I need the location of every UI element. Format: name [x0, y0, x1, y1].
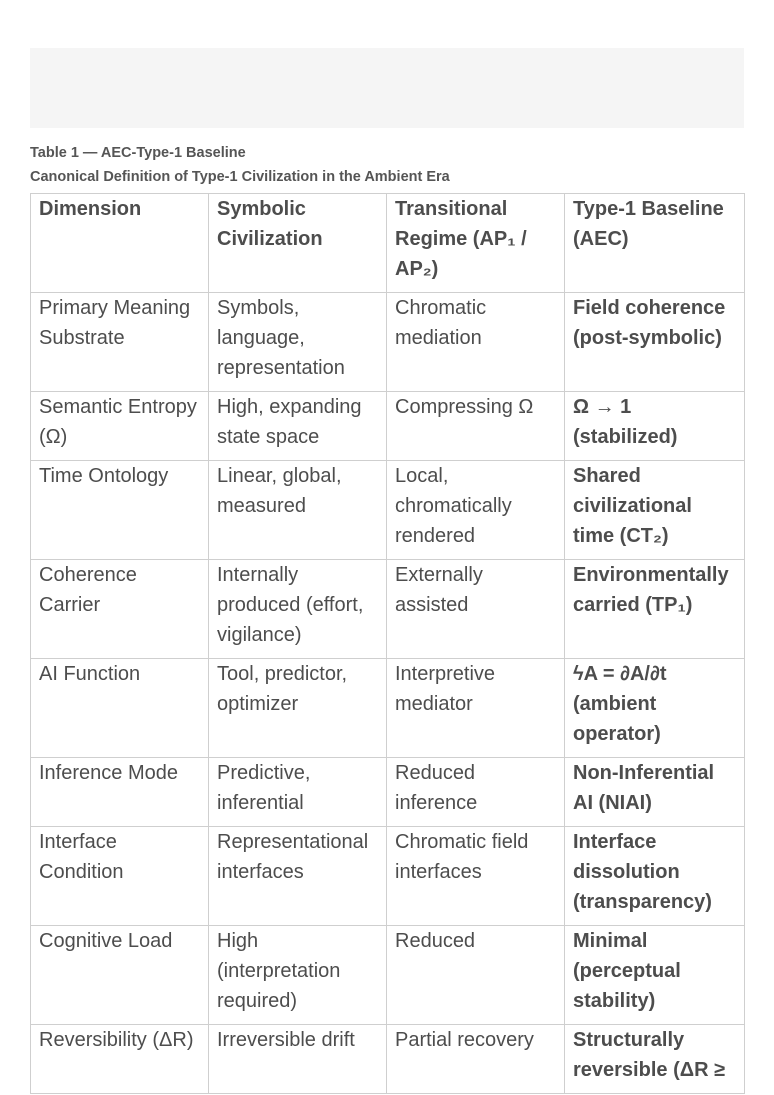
table-header-row [31, 194, 745, 293]
cell-transitional: Partial recovery [387, 1025, 565, 1094]
cell-transitional: Externally assisted [387, 560, 565, 659]
table-row [31, 1025, 745, 1094]
cell-dimension: Inference Mode [31, 758, 209, 827]
top-image-placeholder [30, 48, 744, 128]
baseline-table [30, 193, 745, 1094]
cell-baseline: Non-Inferential AI (NIAI) [565, 758, 745, 827]
header-transitional-regime: Transitional Regime (AP₁ / AP₂) [387, 194, 565, 293]
cell-dimension: AI Function [31, 659, 209, 758]
cell-symbolic: High (interpretation required) [209, 926, 387, 1025]
table-container [30, 193, 744, 1081]
cell-symbolic: Representational interfaces [209, 827, 387, 926]
table-title: Table 1 — AEC-Type-1 Baseline [30, 145, 246, 161]
cell-symbolic: Irreversible drift [209, 1025, 387, 1094]
cell-dimension: Primary Meaning Substrate [31, 293, 209, 392]
cell-dimension: Time Ontology [31, 461, 209, 560]
header-symbolic-civilization: Symbolic Civilization [209, 194, 387, 293]
header-type1-baseline: Type-1 Baseline (AEC) [565, 194, 745, 293]
cell-baseline: Environmentally carried (TP₁) [565, 560, 745, 659]
cell-baseline: Shared civilizational time (CT₂) [565, 461, 745, 560]
cell-transitional: Chromatic field interfaces [387, 827, 565, 926]
cell-dimension: Reversibility (ΔR) [31, 1025, 209, 1094]
cell-baseline: Structurally reversible (ΔR ≥ [565, 1025, 745, 1094]
table-row [31, 827, 745, 926]
cell-baseline: Ω → 1 (stabilized) [565, 392, 745, 461]
cell-symbolic: Internally produced (effort, vigilance) [209, 560, 387, 659]
cell-baseline: Interface dissolution (transparency) [565, 827, 745, 926]
table-row [31, 659, 745, 758]
table-row [31, 926, 745, 1025]
header-dimension: Dimension [31, 194, 209, 293]
cell-transitional: Reduced [387, 926, 565, 1025]
table-row [31, 560, 745, 659]
table-row [31, 758, 745, 827]
cell-symbolic: High, expanding state space [209, 392, 387, 461]
cell-symbolic: Linear, global, measured [209, 461, 387, 560]
cell-transitional: Reduced inference [387, 758, 565, 827]
table-row [31, 293, 745, 392]
cell-baseline: Field coherence (post-symbolic) [565, 293, 745, 392]
cell-symbolic: Tool, predictor, optimizer [209, 659, 387, 758]
cell-symbolic: Symbols, language, representation [209, 293, 387, 392]
cell-dimension: Cognitive Load [31, 926, 209, 1025]
cell-transitional: Local, chromatically rendered [387, 461, 565, 560]
cell-symbolic: Predictive, inferential [209, 758, 387, 827]
cell-transitional: Compressing Ω [387, 392, 565, 461]
table-subtitle: Canonical Definition of Type-1 Civilization in the Ambient Era [30, 169, 450, 185]
table-row [31, 392, 745, 461]
cell-transitional: Interpretive mediator [387, 659, 565, 758]
table-row [31, 461, 745, 560]
cell-transitional: Chromatic mediation [387, 293, 565, 392]
cell-dimension: Semantic Entropy (Ω) [31, 392, 209, 461]
cell-dimension: Coherence Carrier [31, 560, 209, 659]
cell-baseline: ϟA = ∂A/∂t (ambient operator) [565, 659, 745, 758]
cell-dimension: Interface Condition [31, 827, 209, 926]
cell-baseline: Minimal (perceptual stability) [565, 926, 745, 1025]
